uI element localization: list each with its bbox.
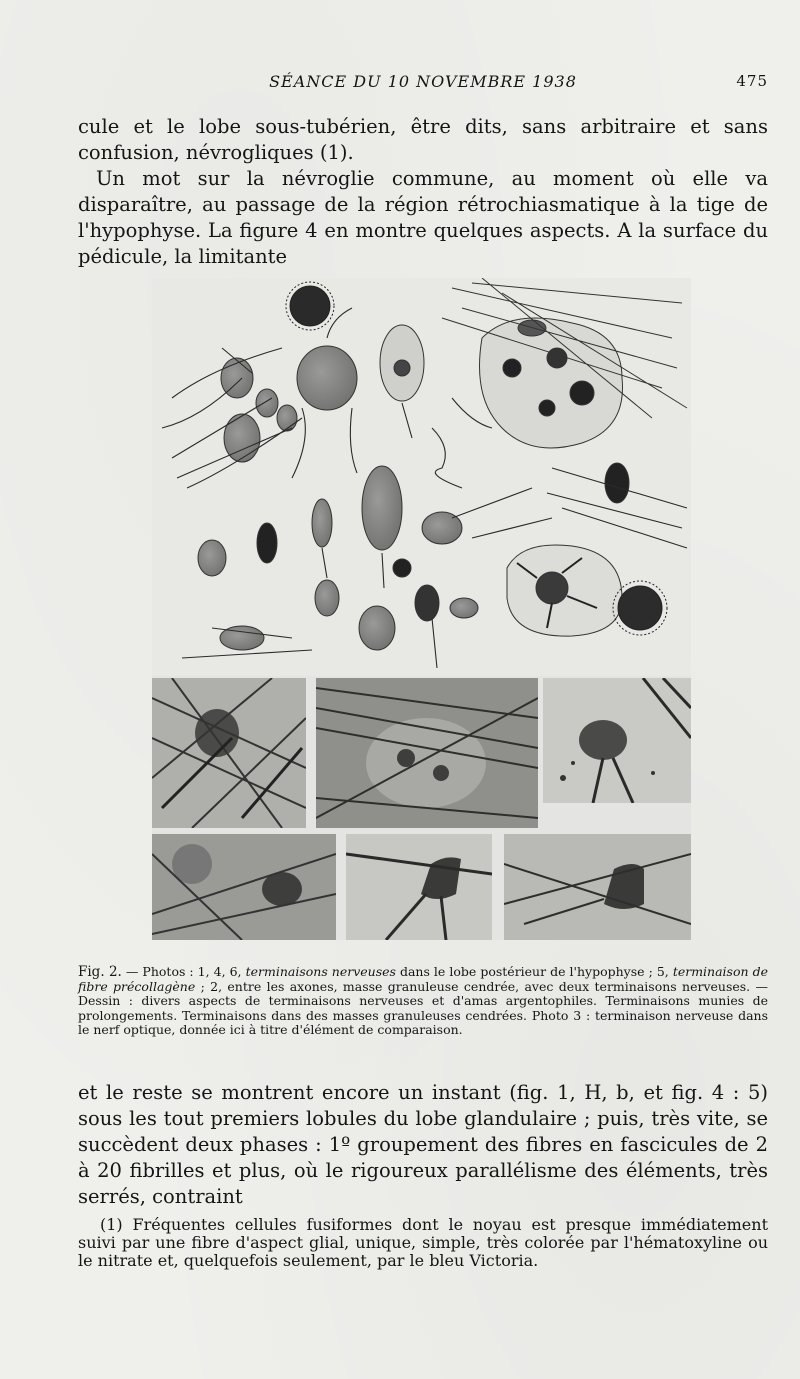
figure-drawing-panel bbox=[152, 278, 691, 676]
caption-part-3: ; 2, entre les axones, masse granuleuse cendrée, avec deux terminaisons nerveuses. — Dessin : divers aspects de terminaisons nerveuses et d'amas argentophiles. Terminaisons munies de prolongements. Terminaisons dans des masses granuleuses cendrées. Photo 3 : terminaison nerveuse dans le nerf optique, donnée ici à titre d'élément de comparaison. bbox=[78, 978, 768, 1037]
paragraph-2: Un mot sur la névroglie commune, au moment où elle va disparaître, au passage de la région rétrochiasmatique à la tige de l'hypophyse. La figure 4 en montre quelques aspects. A la surface du pédicule, la limitante bbox=[78, 167, 768, 268]
photo-6 bbox=[504, 834, 691, 940]
running-title: SÉANCE DU 10 NOVEMBRE 1938 bbox=[269, 72, 577, 91]
photo-1-image bbox=[152, 678, 306, 828]
figure-label: Fig. 2. bbox=[78, 964, 122, 980]
paragraph-3: et le reste se montrent encore un instant (fig. 1, H, b, et fig. 4 : 5) sous les tout premiers lobules du lobe glandulaire ; puis, très vite, se succèdent deux phases : 1º groupement des fibres en fascicules de 2 à 20 fibrilles et plus, où le rigoureux parallélisme des éléments, très serrés, contraint bbox=[78, 1081, 768, 1208]
photo-4 bbox=[152, 834, 336, 940]
photo-3 bbox=[543, 678, 691, 803]
figure-2 bbox=[152, 278, 691, 940]
caption-italic-2: terminaison de fibre précollagène bbox=[78, 964, 768, 994]
photo-4-image bbox=[152, 834, 336, 940]
photo-5 bbox=[346, 834, 492, 940]
granular-mass-cell bbox=[507, 545, 622, 636]
page-number: 475 bbox=[736, 72, 768, 90]
paragraph-1: cule et le lobe sous-tubérien, être dits, sans arbitraire et sans confusion, névrogliques (1). bbox=[78, 115, 768, 164]
photo-5-image bbox=[346, 834, 492, 940]
running-head bbox=[78, 72, 768, 96]
footnote-1: (1) Fréquentes cellules fusiformes dont le noyau est presque immédiatement suivi par une fibre d'aspect glial, unique, simple, très colorée par l'hématoxyline ou le nitrate et, quelquefois seulement, par le bleu Victoria. bbox=[78, 1215, 768, 1270]
figure-caption bbox=[78, 965, 768, 1038]
photo-1 bbox=[152, 678, 306, 828]
caption-part-2: dans le lobe postérieur de l'hypophyse ; 5, bbox=[395, 964, 673, 979]
photo-2-image bbox=[316, 678, 538, 828]
photo-3-image bbox=[543, 678, 691, 803]
caption-italic-1: terminaisons nerveuses bbox=[245, 964, 396, 979]
photo-6-image bbox=[504, 834, 691, 940]
caption-part-1: — Photos : 1, 4, 6, bbox=[121, 964, 246, 979]
nerve-endings-drawing bbox=[152, 278, 691, 676]
photo-2 bbox=[316, 678, 538, 828]
